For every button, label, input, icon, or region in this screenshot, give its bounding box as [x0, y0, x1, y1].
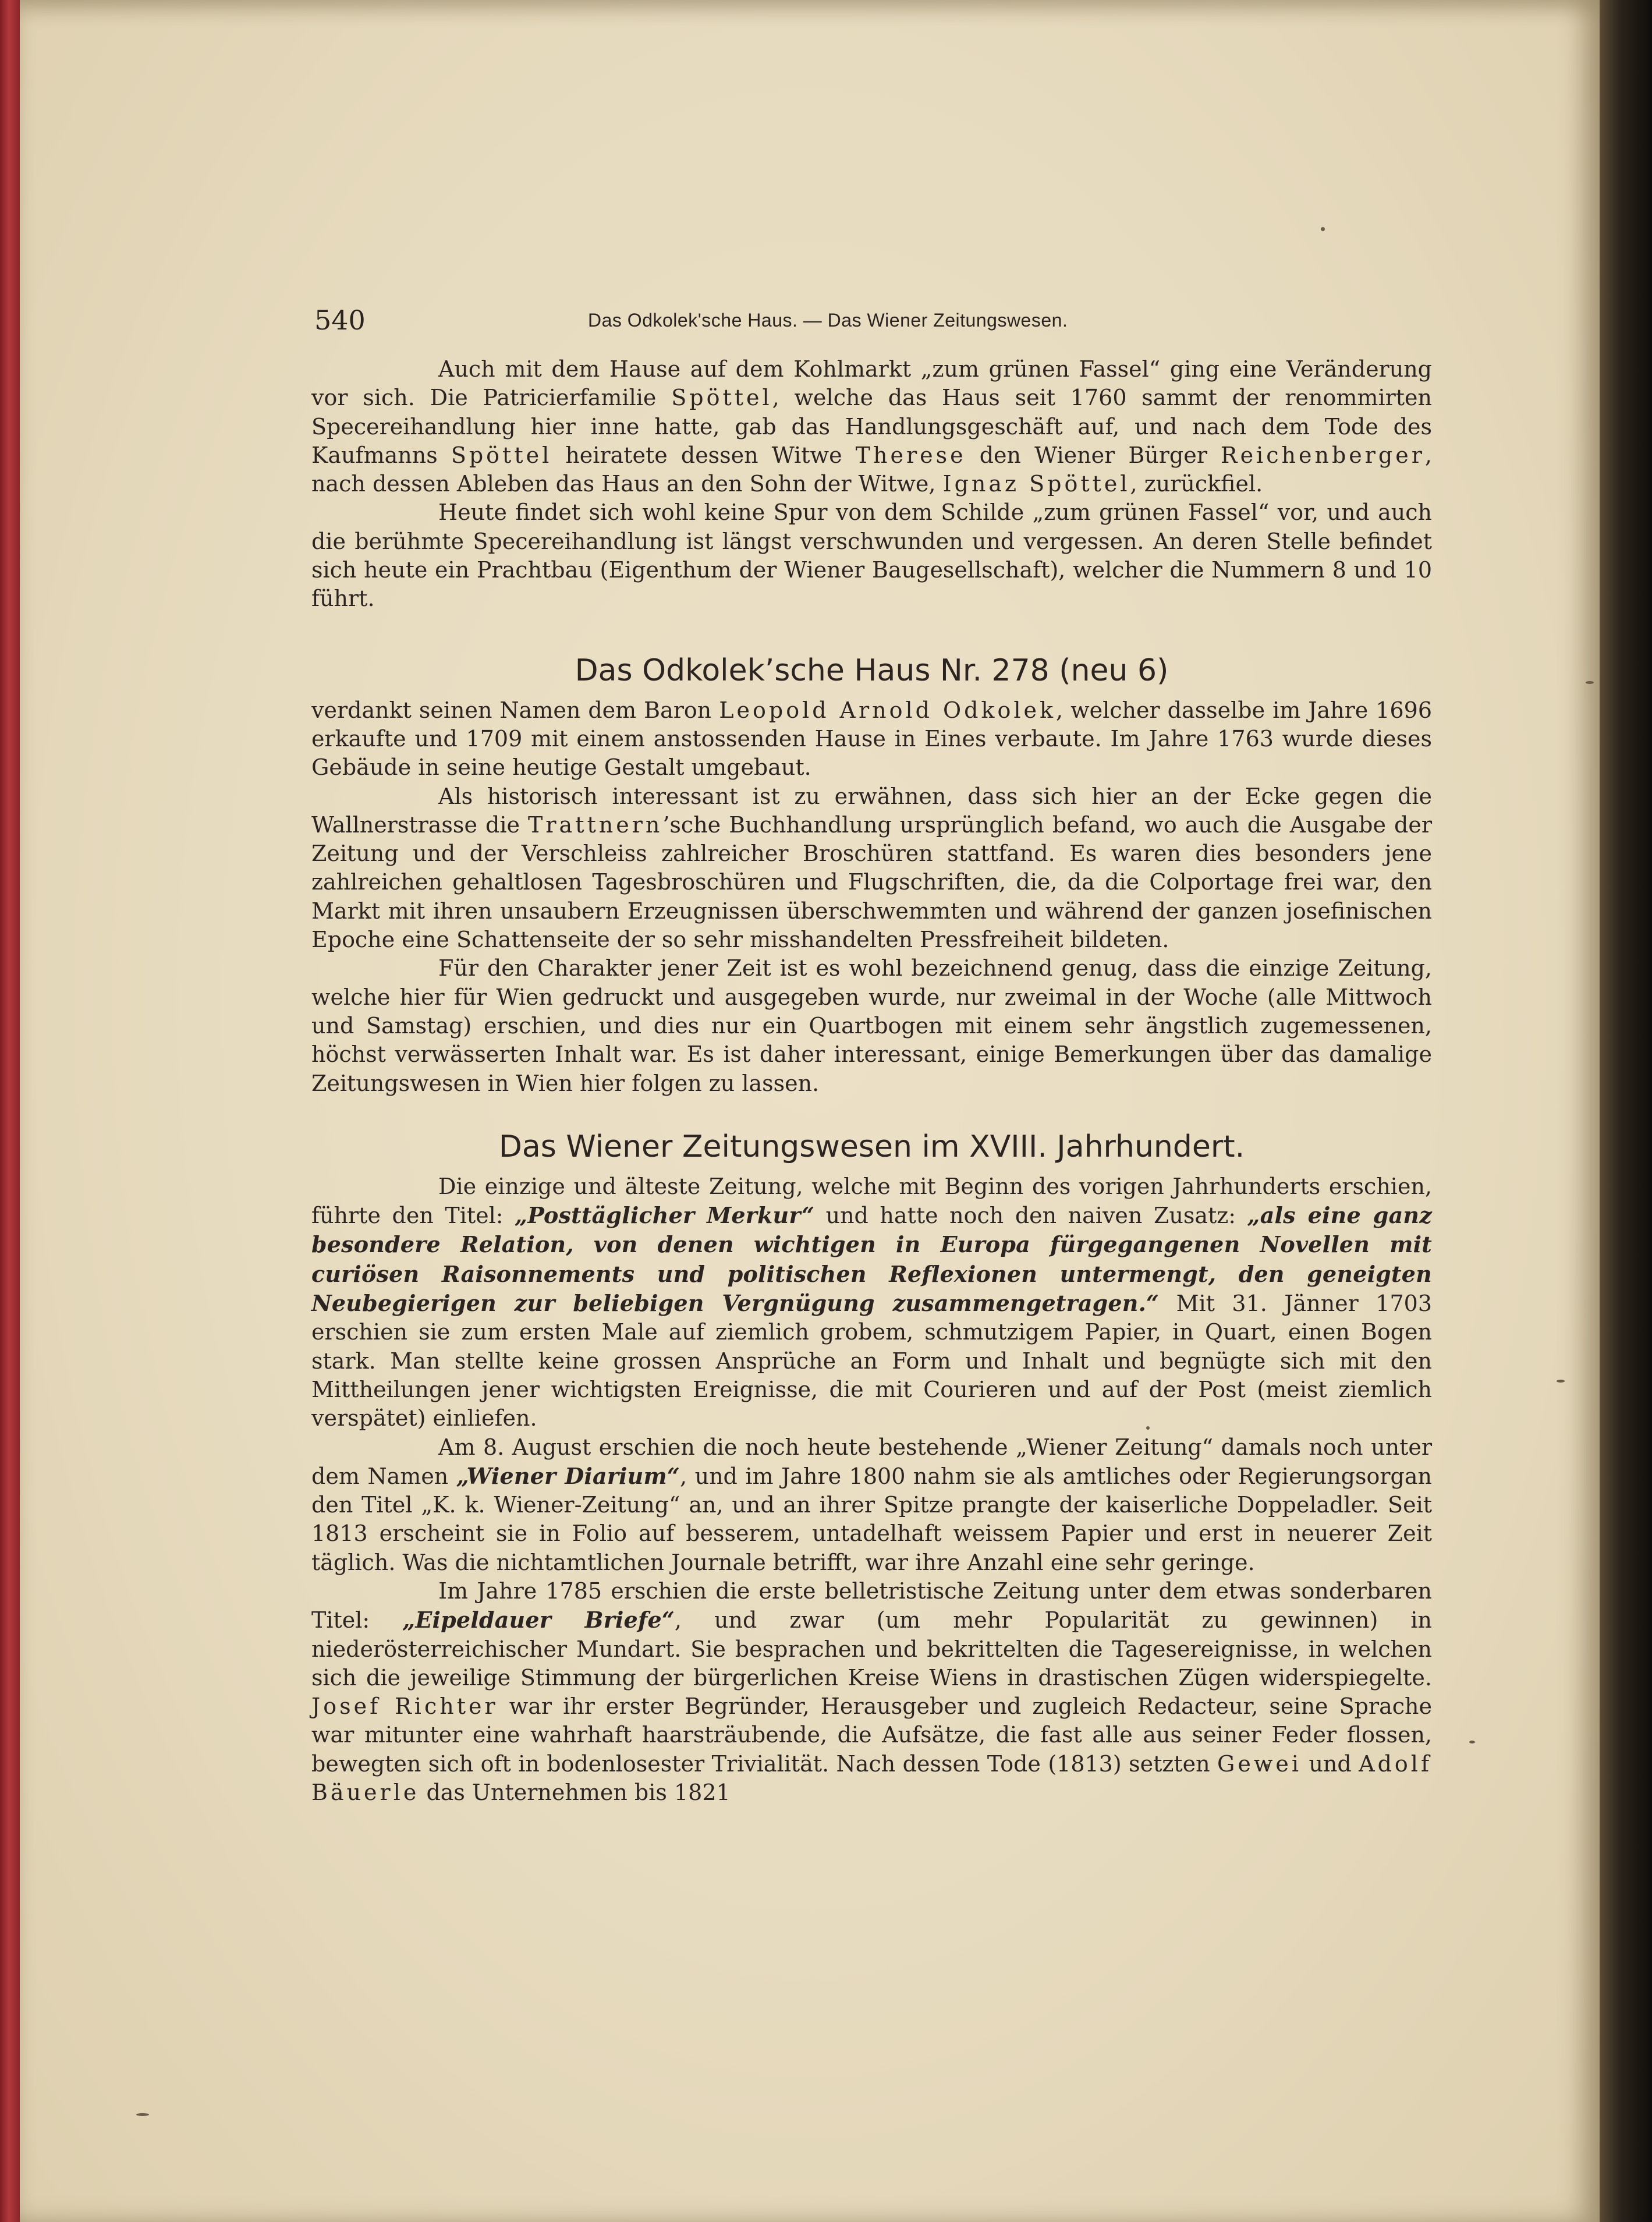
page-body [311, 355, 1432, 1807]
paragraph-kohlmarkt: Auch mit dem Hause auf dem Kohlmarkt „zum grünen Fassel“ ging eine Veränderung vor sich. Die Patricierfamilie Spöttel, welche das Haus seit 1760 sammt der renommirten Specereihandlung hier inne hatte, gab das Handlungsgeschäft auf, und nach dem Tode des Kaufmanns Spöttel heiratete dessen Witwe Therese den Wiener Bürger Reichenberger, nach dessen Ableben das Haus an den Sohn der Witwe, Ignaz Spöttel, zurückfiel. [311, 356, 1432, 497]
paragraph-trattnern: Als historisch interessant ist zu erwähnen, dass sich hier an der Ecke gegen die Wallnerstrasse die Trattnern’sche Buchhandlung ursprünglich befand, wo auch die Ausgabe der Zeitung und der Verschleiss zahlreicher Broschüren stattfand. Es waren dies besonders jene zahlreichen gehaltlosen Tagesbroschüren und Flugschriften, die, da die Colportage frei war, den Markt mit ihren unsaubern Erzeugnissen überschwemmten und während der ganzen josefinischen Epoche eine Schattenseite der so sehr misshandelten Pressfreiheit bildeten. [311, 783, 1432, 953]
section-heading-zeitungswesen: Das Wiener Zeitungswesen im XVIII. Jahrhundert. [498, 1129, 1245, 1164]
book-edge [0, 0, 20, 2222]
page-speck [1469, 1741, 1475, 1743]
page-speck [136, 2113, 149, 2116]
page-speck [1321, 227, 1325, 231]
paragraph-merkur: Die einzige und älteste Zeitung, welche mit Beginn des vorigen Jahrhunderts erschien, führte den Titel: „Posttäglicher Merkur“ und hatte noch den naiven Zusatz: „als eine ganz besondere Relation, von denen wichtigen in Europa fürgegangenen Novellen mit curiösen Raisonnements und politischen Reflexionen untermengt, den geneigten Neubegierigen zur beliebigen Vergnügung zusammengetragen.“ Mit 31. Jänner 1703 erschien sie zum ersten Male auf ziemlich grobem, schmutzigem Papier, in Quart, einen Bogen stark. Man stellte keine grossen Ansprüche an Form und Inhalt und begnügte sich mit den Mittheilungen jener wichtigsten Ereignisse, die mit Courieren und auf der Post (meist ziemlich verspätet) einliefen. [311, 1173, 1433, 1431]
paragraph-odkolek-name: verdankt seinen Namen dem Baron Leopold Arnold Odkolek, welcher dasselbe im Jahre 1696 erkaufte und 1709 mit einem anstossenden Hause in Eines verbaute. Im Jahre 1763 wurde dieses Gebäude in seine heutige Gestalt umgebaut. [311, 697, 1432, 781]
paragraph-eipeldauer: Im Jahre 1785 erschien die erste belletristische Zeitung unter dem etwas sonderbaren Titel: „Eipeldauer Briefe“, und zwar (um mehr Popularität zu gewinnen) in niederösterreichischer Mundart. Sie besprachen und bekrittelten die Tagesereignisse, in welchen sich die jeweilige Stimmung der bürgerlichen Kreise Wiens in drastischen Zügen widerspiegelte. Josef Richter war ihr erster Begründer, Herausgeber und zugleich Redacteur, seine Sprache war mitunter eine wahrhaft haarsträubende, die Aufsätze, die fast alle aus seiner Feder flossen, bewegten sich oft in bodenlosester Trivialität. Nach dessen Tode (1813) setzten Gewei und Adolf Bäuerle das Unternehmen bis 1821 [311, 1578, 1433, 1806]
paragraph-fassel: Heute findet sich wohl keine Spur von dem Schilde „zum grünen Fassel“ vor, und auch die berühmte Specereihandlung ist längst verschwunden und vergessen. An deren Stelle befindet sich heute ein Prachtbau (Eigenthum der Wiener Baugesellschaft), welcher die Nummern 8 und 10 führt. [311, 499, 1432, 612]
running-title: Das Odkolek'sche Haus. — Das Wiener Zeitungswesen. [588, 310, 1068, 331]
page-number: 540 [314, 304, 366, 336]
paragraph-zeitung-charakter: Für den Charakter jener Zeit ist es wohl bezeichnend genug, dass die einzige Zeitung, welche hier für Wien gedruckt und ausgegeben wurde, nur zweimal in der Woche (alle Mittwoch und Samstag) erschien, und dies nur ein Quartbogen mit einem sehr ängstlich zugemessenen, höchst verwässerten Inhalt war. Es ist daher interessant, einige Bemerkungen über das damalige Zeitungswesen in Wien hier folgen zu lassen. [311, 955, 1432, 1096]
page-header [314, 300, 1196, 341]
paragraph-wiener-zeitung: Am 8. August erschien die noch heute bestehende „Wiener Zeitung“ damals noch unter dem Namen „Wiener Diarium“, und im Jahre 1800 nahm sie als amtliches oder Regierungsorgan den Titel „K. k. Wiener-Zeitung“ an, und an ihrer Spitze prangte der kaiserliche Doppeladler. Seit 1813 erscheint sie in Folio auf besserem, untadelhaft weissem Papier und erst in neuerer Zeit täglich. Was die nichtamtlichen Journale betrifft, war ihre Anzahl eine sehr geringe. [311, 1434, 1433, 1575]
book-gutter [1600, 0, 1652, 2222]
section-heading-odkolek: Das Odkolek’sche Haus Nr. 278 (neu 6) [575, 653, 1169, 688]
page-speck [1557, 1380, 1565, 1383]
page-speck [1586, 681, 1594, 684]
